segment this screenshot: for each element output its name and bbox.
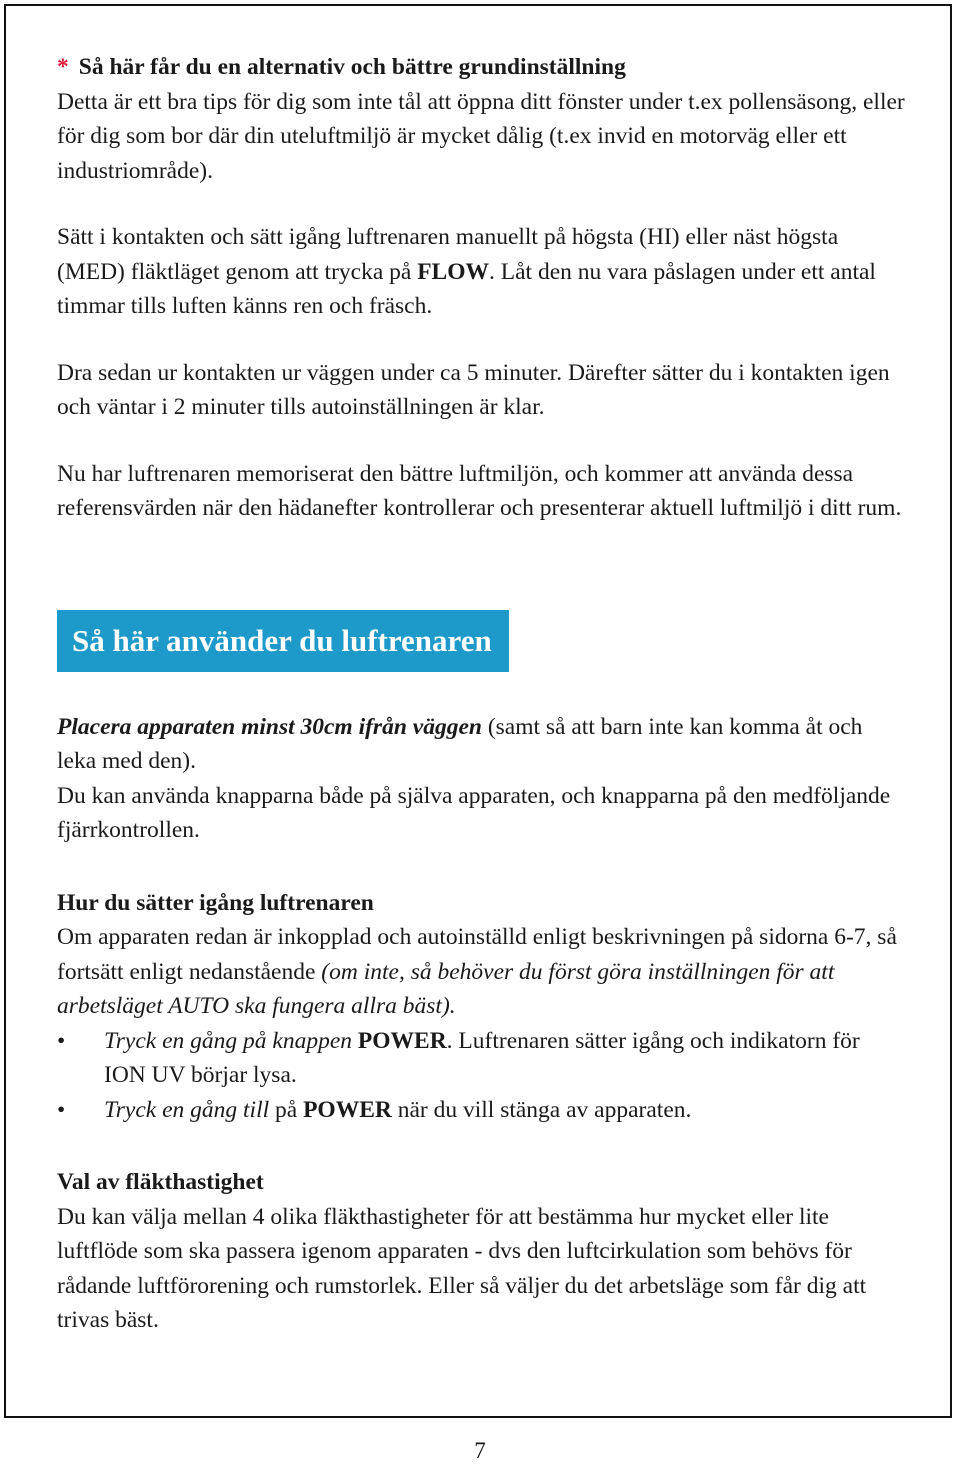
remote-note: Du kan använda knapparna både på själva apparaten, och knapparna på den medföljande fjärrkontrollen. [57, 782, 891, 843]
step-paragraph-1 [57, 220, 907, 324]
start-body-italic: (om inte, så behöver du först göra inställningen för att arbetsläget AUTO ska fungera allra bäst). [57, 958, 835, 1019]
section-banner-wrap [57, 610, 907, 672]
intro-body: Detta är ett bra tips för dig som inte tål att öppna ditt fönster under t.ex pollensäsong, eller för dig som bor där din uteluftmiljö är mycket dålig (t.ex invid en motorväg eller ett industriområde). [57, 88, 905, 184]
bullet-dot: • [57, 1027, 66, 1054]
power-button-label: POWER [357, 1027, 447, 1054]
start-bullet-list [57, 1024, 907, 1128]
list-item [57, 1093, 907, 1128]
step-paragraph-2: Dra sedan ur kontakten ur väggen under ca 5 minuter. Därefter sätter du i kontakten igen och väntar i 2 minuter tills autoinställningen är klar. [57, 359, 890, 420]
power-button-label: POWER [303, 1096, 392, 1123]
bullet-dot: • [57, 1096, 66, 1123]
list-item [57, 1024, 907, 1093]
flow-button-label: FLOW [417, 258, 490, 285]
asterisk-marker: * [57, 54, 69, 80]
start-heading: Hur du sätter igång luftrenaren [57, 889, 374, 916]
intro-title [57, 50, 907, 85]
bullet-rest: . Luftrenaren sätter igång och indikatorn för ION UV börjar lysa. [104, 1027, 860, 1088]
start-body [57, 920, 907, 1024]
step1-text-b: . Låt den nu vara påslagen under ett antal timmar tills luften känns ren och fräsch. [57, 258, 876, 319]
bullet-mid: på [269, 1096, 304, 1123]
bullet-italic: Tryck en gång till [104, 1096, 270, 1123]
page-number: 7 [474, 1438, 486, 1463]
step-paragraph-3: Nu har luftrenaren memoriserat den bättre luftmiljön, och kommer att använda dessa referensvärden när den hädanefter kontrollerar och presenterar aktuell luftmiljö i ditt rum. [57, 460, 902, 521]
placement-paragraph [57, 710, 907, 779]
fan-heading: Val av fläkthastighet [57, 1169, 264, 1195]
placement-emphasis: Placera apparaten minst 30cm ifrån väggen [57, 713, 482, 740]
section-banner: Så här använder du luftrenaren [57, 610, 509, 672]
step1-text-a: Sätt i kontakten och sätt igång luftrenaren manuellt på högsta (HI) eller näst högsta (MED) fläktläget genom att trycka på [57, 224, 839, 285]
start-body-plain: Om apparaten redan är inkopplad och autoinställd enligt beskrivningen på sidorna 6-7, så fortsätt enligt nedanstående [57, 924, 897, 985]
intro-title-text: Så här får du en alternativ och bättre grundinställning [78, 54, 626, 80]
page-content [57, 50, 907, 1338]
bullet-italic: Tryck en gång på knappen [104, 1027, 358, 1054]
placement-rest: (samt så att barn inte kan komma åt och leka med den). [57, 713, 863, 774]
bullet-rest: när du vill stänga av apparaten. [391, 1096, 692, 1123]
fan-body: Du kan välja mellan 4 olika fläkthastigheter för att bestämma hur mycket eller lite luftflöde som ska passera igenom apparaten - dvs den luftcirkulation som behövs för rådande luftförorening och rumstorlek. Eller så väljer du det arbetsläge som får dig att trivas bäst. [57, 1203, 867, 1333]
